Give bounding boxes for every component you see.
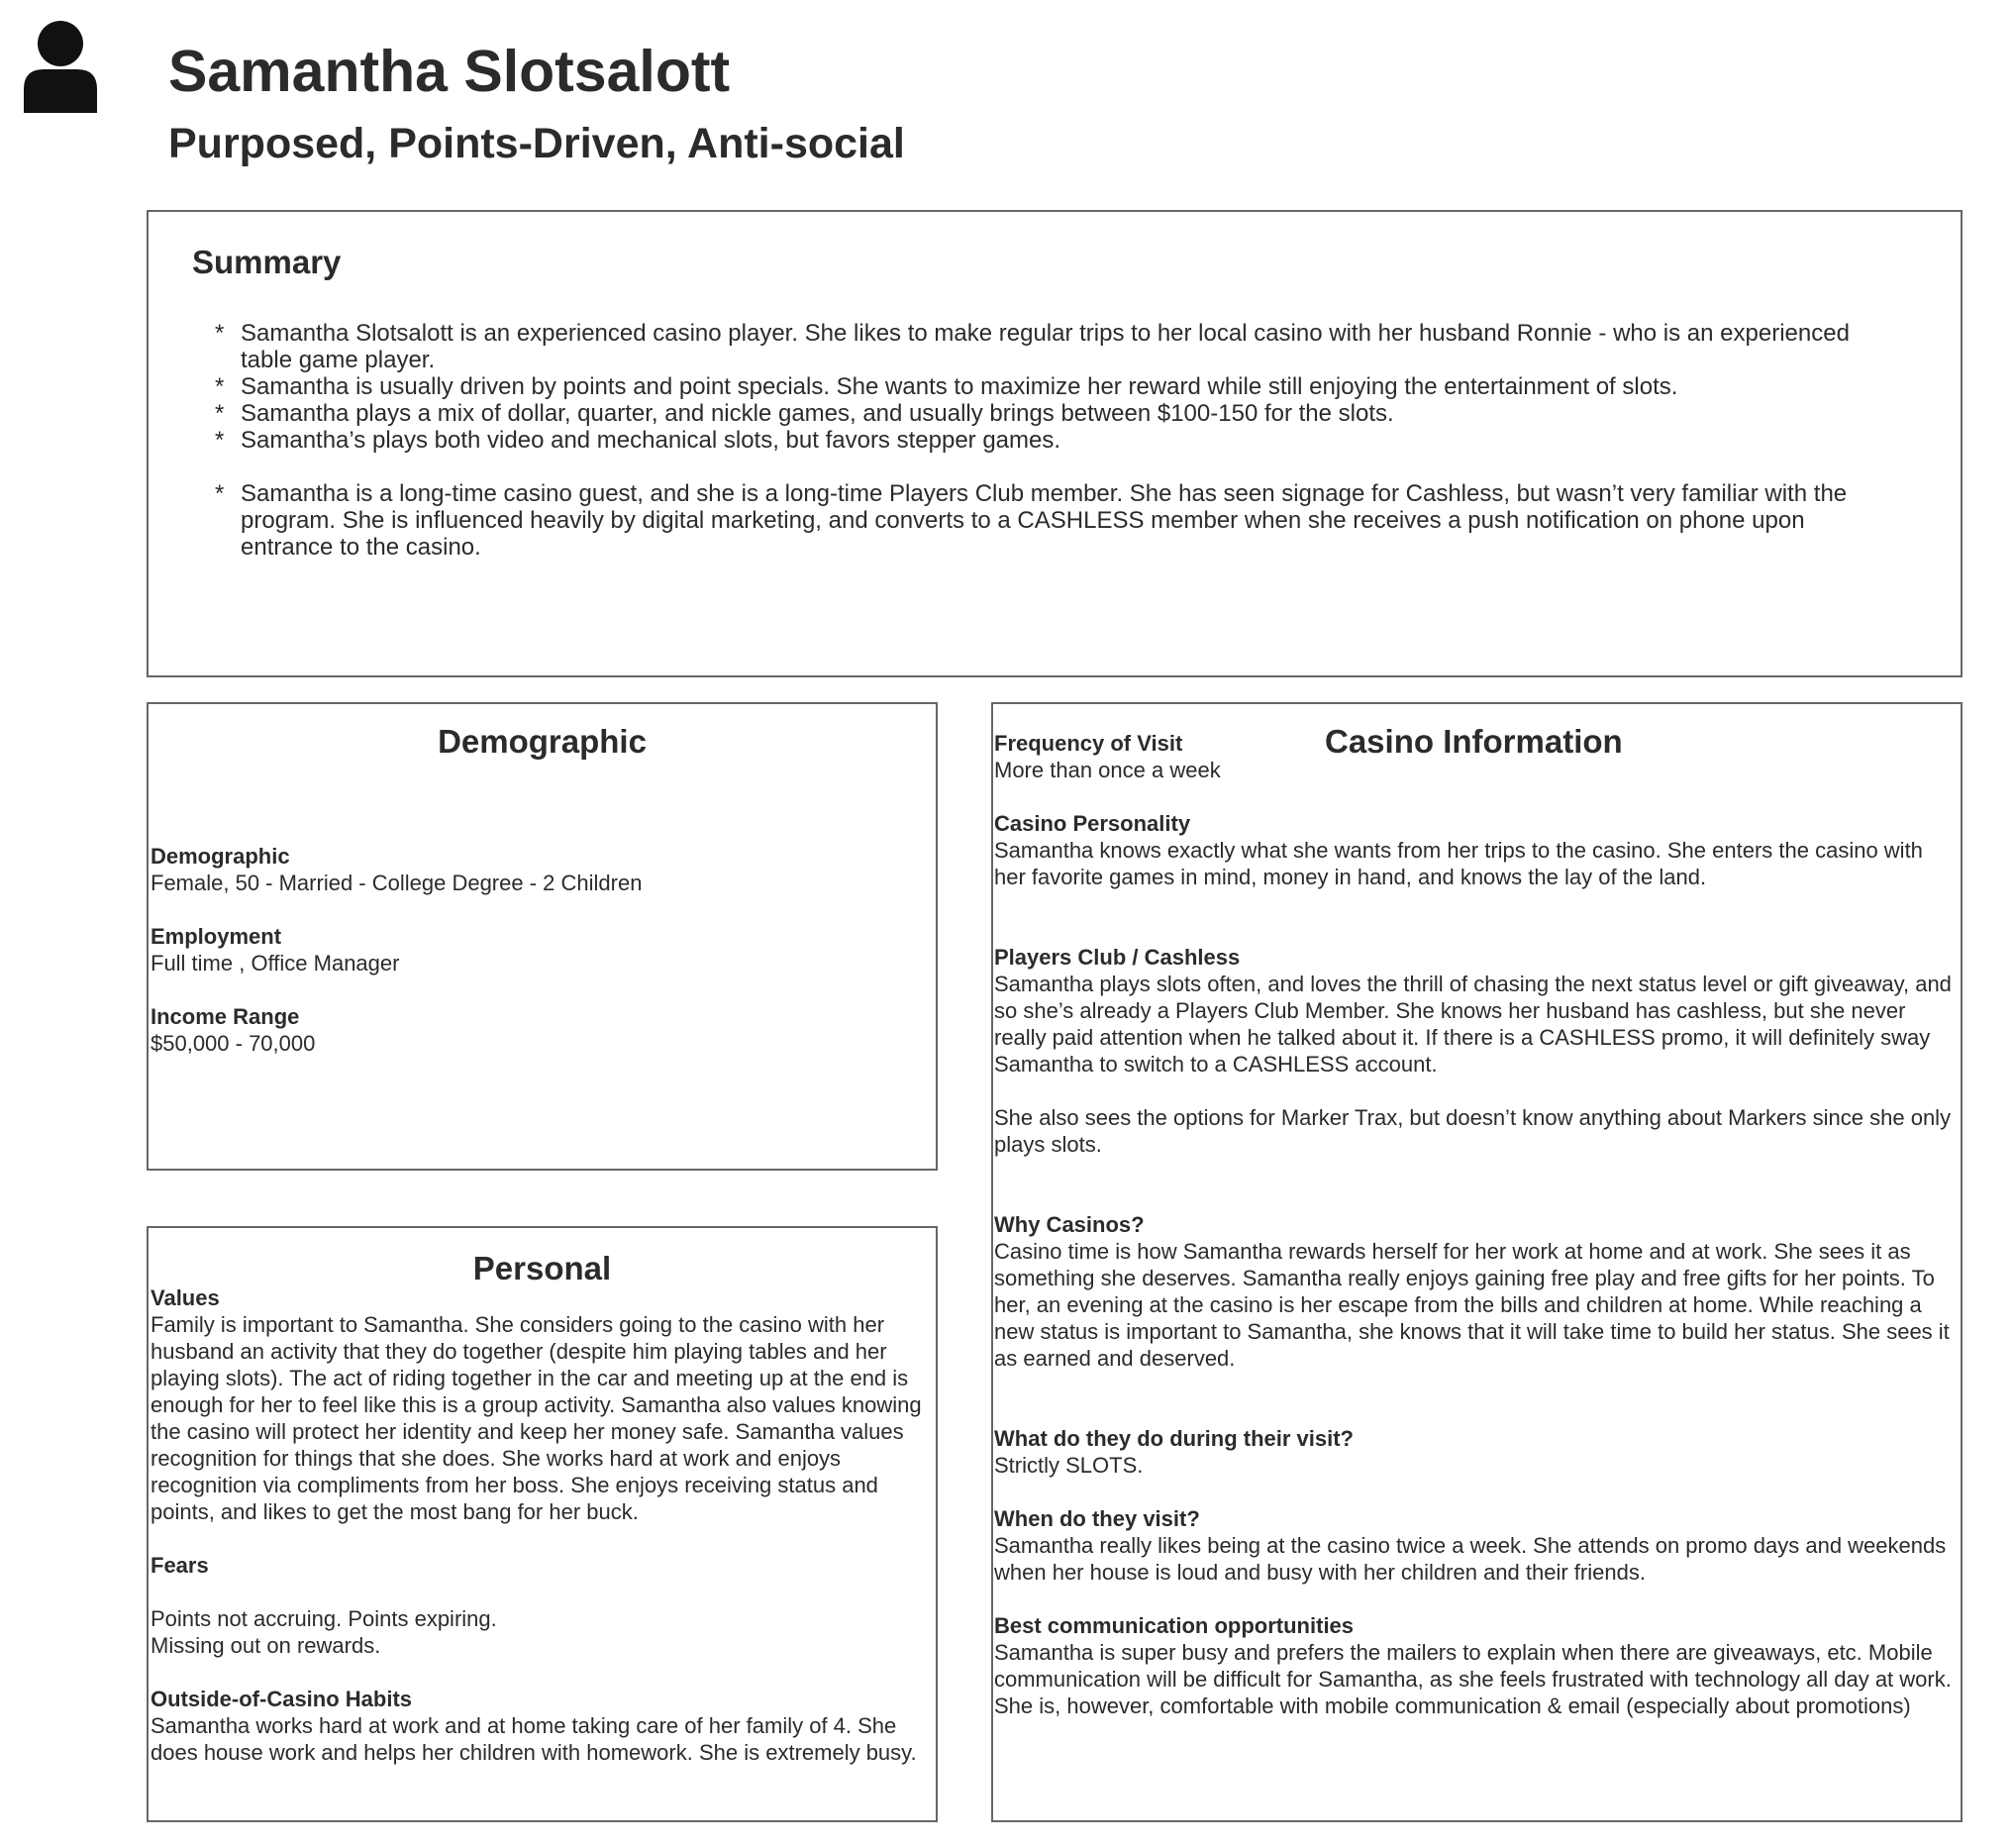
values-item [151,1284,933,1525]
demographic-fields [151,843,923,1083]
players-club-item [994,944,1960,1158]
field-value: She also sees the options for Marker Trax, but doesn’t know anything about Markers since she only plays slots. [994,1105,1952,1157]
income-item [151,1003,923,1057]
employment-item [151,923,923,976]
field-value: Female, 50 - Married - College Degree - 2 Children [151,871,643,895]
field-label: What do they do during their visit? [994,1426,1354,1451]
summary-item-text: Samantha Slotsalott is an experienced casino player. She likes to make regular trips to her local casino with her husband Ronnie - who is an experienced table game player. [241,320,1850,373]
field-value: Samantha knows exactly what she wants from her trips to the casino. She enters the casino with her favorite games in mind, money in hand, and knows the lay of the land. [994,838,1923,889]
field-value: Samantha really likes being at the casino twice a week. She attends on promo days and weekends when her house is loud and busy with her children and their friends. [994,1533,1947,1585]
casino-heading: Casino Information [1325,723,1623,760]
demographic-heading: Demographic [438,723,647,760]
summary-item [215,320,1898,373]
personal-heading: Personal [472,1250,612,1286]
summary-title: Summary [192,244,342,280]
field-value: Family is important to Samantha. She considers going to the casino with her husband an activity that they do together (despite him playing tables and her playing slots). The act of riding together in the car and meeting up at the end is enough for her to feel like this is a group activity. Samantha also values knowing the casino will protect her identity and keep her money safe. Samantha values recognition for things that she does. She works hard at work and enjoys recognition via compliments from her boss. She enjoys receiving status and points, and likes to get the most bang for her buck. [151,1312,922,1524]
bullet-marker: * [215,480,225,507]
field-value: $50,000 - 70,000 [151,1031,316,1056]
bullet-marker: * [215,320,225,347]
summary-item [215,373,1898,400]
field-label: Income Range [151,1004,300,1029]
frequency-item [994,730,1960,783]
when-visit-item [994,1505,1960,1586]
field-value: Samantha plays slots often, and loves the thrill of chasing the next status level or gift giveaway, and so she’s already a Players Club Member. She knows her husband has cashless, but she never really paid attention when he talked about it. If there is a CASHLESS promo, it will definitely sway Samantha to switch to a CASHLESS account. [994,972,1952,1077]
why-casinos-item [994,1211,1960,1372]
field-label: When do they visit? [994,1506,1200,1531]
personality-item [994,810,1960,890]
summary-item-text: Samantha is a long-time casino guest, and she is a long-time Players Club member. She has seen signage for Cashless, but wasn’t very familiar with the program. She is influenced heavily by digital marketing, and converts to a CASHLESS member when she receives a push notification on phone upon entrance to the casino. [241,480,1848,561]
bullet-marker: * [215,373,225,400]
bullet-marker: * [215,400,225,427]
field-value: Casino time is how Samantha rewards herself for her work at home and at work. She sees it as something she deserves. Samantha really enjoys gaining free play and free gifts for her points. To her, an evening at the casino is her escape from the bills and children at home. While reaching a new status is important to Samantha, she knows that it will take time to build her status. She sees it as earned and deserved. [994,1239,1950,1371]
personal-fields [151,1284,933,1793]
field-label: Best communication opportunities [994,1613,1355,1638]
habits-item [151,1686,933,1766]
field-label: Players Club / Cashless [994,945,1241,970]
field-value: Samantha is super busy and prefers the mailers to explain when there are giveaways, etc. Mobile communication will be difficult for Samantha, as she feels frustrated with technology all day at work. She is, however, comfortable with mobile communication & email (especially about promotions) [994,1640,1952,1718]
field-label: Outside-of-Casino Habits [151,1687,413,1711]
summary-item-text: Samantha plays a mix of dollar, quarter, and nickle games, and usually brings between $100-150 for the slots. [241,400,1394,427]
field-label: Frequency of Visit [994,731,1183,756]
field-value: Points not accruing. Points expiring. [151,1606,497,1631]
summary-item [215,427,1898,454]
summary-list [215,320,1898,561]
summary-item [215,480,1898,561]
field-label: Values [151,1285,220,1310]
field-label: Demographic [151,844,290,869]
field-value: More than once a week [994,758,1221,782]
field-value: Samantha works hard at work and at home taking care of her family of 4. She does house work and helps her children with homework. She is extremely busy. [151,1713,917,1765]
communication-item [994,1612,1960,1719]
person-icon [22,20,99,113]
bullet-marker: * [215,427,225,454]
fears-item [151,1552,933,1659]
casino-fields [994,730,1960,1746]
during-visit-item [994,1425,1960,1479]
summary-item-text: Samantha’s plays both video and mechanical slots, but favors stepper games. [241,427,1061,454]
field-label: Employment [151,924,282,949]
field-label: Why Casinos? [994,1212,1145,1237]
persona-name: Samantha Slotsalott [168,39,731,104]
field-value: Full time , Office Manager [151,951,400,975]
persona-tagline: Purposed, Points-Driven, Anti-social [168,120,905,167]
demographic-item [151,843,923,896]
field-label: Casino Personality [994,811,1191,836]
field-label: Fears [151,1553,209,1578]
field-value: Strictly SLOTS. [994,1453,1144,1478]
summary-item [215,400,1898,427]
field-value: Missing out on rewards. [151,1633,381,1658]
summary-item-text: Samantha is usually driven by points and point specials. She wants to maximize her reward while still enjoying the entertainment of slots. [241,373,1678,400]
